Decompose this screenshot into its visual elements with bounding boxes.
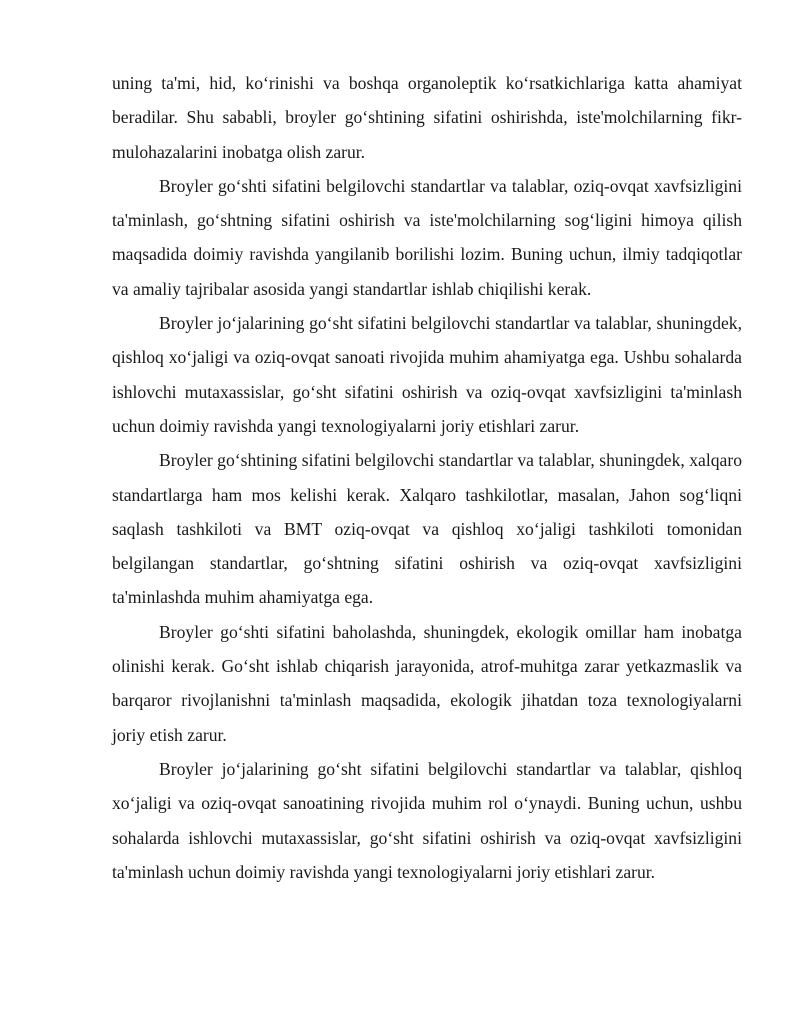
paragraph-continued: uning ta'mi, hid, ko‘rinishi va boshqa organoleptik ko‘rsatkichlariga katta ahamiyat beradilar. Shu sababli, broyler go‘shtining sifatini oshirishda, iste'molchilarning fikr-mulohazalarini inobatga olish zarur. xyxy=(112,73,742,162)
paragraph: Broyler go‘shti sifatini baholashda, shuningdek, ekologik omillar ham inobatga olinishi kerak. Go‘sht ishlab chiqarish jarayonida, atrof-muhitga zarar yetkazmaslik va barqaror rivojlanishni ta'minlash maqsadida, ekologik jihatdan toza texnologiyalarni joriy etish zarur. xyxy=(112,621,742,745)
paragraph: Broyler go‘shti sifatini belgilovchi standartlar va talablar, oziq-ovqat xavfsizligini ta'minlash, go‘shtning sifatini oshirish va iste'molchilarning sog‘ligini himoya qilish maqsadida doimiy ravishda yangilanib borilishi lozim. Buning uchun, ilmiy tadqiqotlar va amaliy tajribalar asosida yangi standartlar ishlab chiqilishi kerak. xyxy=(112,175,742,299)
paragraph: Broyler jo‘jalarining go‘sht sifatini belgilovchi standartlar va talablar, qishloq xo‘jaligi va oziq-ovqat sanoatining rivojida muhim rol o‘ynaydi. Buning uchun, ushbu sohalarda ishlovchi mutaxassislar, go‘sht sifatini oshirish va oziq-ovqat xavfsizligini ta'minlash uchun doimiy ravishda yangi texnologiyalarni joriy etishlari zarur. xyxy=(112,758,742,882)
paragraph: Broyler go‘shtining sifatini belgilovchi standartlar va talablar, shuningdek, xalqaro standartlarga ham mos kelishi kerak. Xalqaro tashkilotlar, masalan, Jahon sog‘liqni saqlash tashkiloti va BMT oziq-ovqat va qishloq xo‘jaligi tashkiloti tomonidan belgilangan standartlar, go‘shtning sifatini oshirish va oziq-ovqat xavfsizligini ta'minlashda muhim ahamiyatga ega. xyxy=(112,450,742,608)
document-page xyxy=(112,66,742,889)
paragraph: Broyler jo‘jalarining go‘sht sifatini belgilovchi standartlar va talablar, shuningdek, qishloq xo‘jaligi va oziq-ovqat sanoati rivojida muhim ahamiyatga ega. Ushbu sohalarda ishlovchi mutaxassislar, go‘sht sifatini oshirish va oziq-ovqat xavfsizligini ta'minlash uchun doimiy ravishda yangi texnologiyalarni joriy etishlari zarur. xyxy=(112,313,742,436)
